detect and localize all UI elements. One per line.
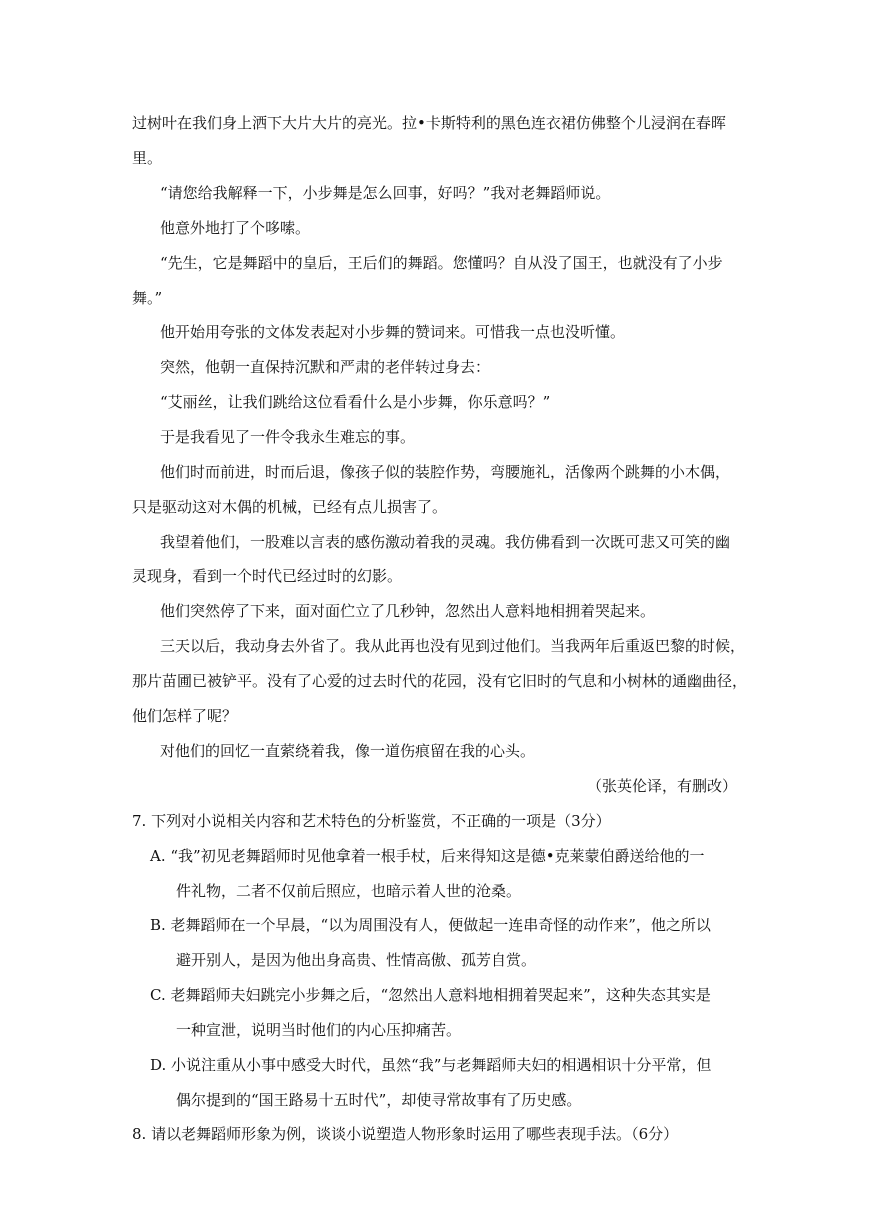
question-7-option-b: B. 老舞蹈师在一个早晨，“以为周围没有人，便做起一连串奇怪的动作来”，他之所以 — [150, 916, 711, 934]
question-7-option-c-cont: 一种宣泄，说明当时他们的内心压抑痛苦。 — [176, 1021, 462, 1039]
question-7-stem: 7. 下列对小说相关内容和艺术特色的分析鉴赏，不正确的一项是（3分） — [132, 812, 611, 830]
question-7-option-b-cont: 避开别人，是因为他出身高贵、性情高傲、孤芳自赏。 — [176, 951, 537, 969]
passage-line: “请您给我解释一下，小步舞是怎么回事，好吗？”我对老舞蹈师说。 — [160, 184, 611, 202]
question-7-option-d-cont: 偶尔提到的“国王路易十五时代”，却使寻常故事有了历史感。 — [176, 1091, 582, 1109]
passage-line: 于是我看见了一件令我永生难忘的事。 — [160, 428, 416, 446]
passage-line: 我望着他们，一股难以言表的感伤激动着我的灵魂。我仿佛看到一次既可悲又可笑的幽 — [160, 533, 731, 551]
passage-line: “艾丽丝，让我们跳给这位看看什么是小步舞，你乐意吗？” — [160, 393, 551, 411]
passage-line: 里。 — [132, 149, 163, 167]
passage-line: 他们怎样了呢？ — [132, 707, 238, 725]
passage-line: 他意外地打了个哆嗦。 — [160, 219, 311, 237]
passage-line: 灵现身，看到一个时代已经过时的幻影。 — [132, 567, 403, 585]
question-7-option-a-cont: 件礼物，二者不仅前后照应，也暗示着人世的沧桑。 — [176, 882, 522, 900]
question-8-stem: 8. 请以老舞蹈师形象为例，谈谈小说塑造人物形象时运用了哪些表现手法。（6分） — [132, 1125, 679, 1143]
passage-line: 舞。” — [132, 289, 163, 307]
question-7-option-a: A. “我”初见老舞蹈师时见他拿着一根手杖，后来得知这是德•克莱蒙伯爵送给他的一 — [150, 847, 705, 865]
passage-line: 对他们的回忆一直萦绕着我，像一道伤痕留在我的心头。 — [160, 742, 536, 760]
passage-line: 三天以后，我动身去外省了。我从此再也没有见到过他们。当我两年后重返巴黎的时候， — [160, 637, 746, 655]
passage-line: “先生，它是舞蹈中的皇后，王后们的舞蹈。您懂吗？自从没了国王，也就没有了小步 — [160, 254, 723, 272]
passage-line: 他开始用夸张的文体发表起对小步舞的赞词来。可惜我一点也没听懂。 — [160, 323, 626, 341]
question-7-option-d: D. 小说注重从小事中感受大时代，虽然“我”与老舞蹈师夫妇的相遇相识十分平常，但 — [150, 1056, 712, 1074]
passage-line: 他们时而前进，时而后退，像孩子似的装腔作势，弯腰施礼，活像两个跳舞的小木偶， — [160, 463, 731, 481]
question-7-option-c: C. 老舞蹈师夫妇跳完小步舞之后，“忽然出人意料地相拥着哭起来”，这种失态其实是 — [150, 986, 711, 1004]
passage-line: 过树叶在我们身上洒下大片大片的亮光。拉•卡斯特利的黑色连衣裙仿佛整个儿浸润在春晖 — [132, 114, 726, 132]
passage-line: 只是驱动这对木偶的机械，已经有点儿损害了。 — [132, 498, 448, 516]
passage-credit: （张英伦译，有删改） — [586, 777, 737, 795]
passage-line: 突然，他朝一直保持沉默和严肃的老伴转过身去： — [160, 358, 491, 376]
passage-line: 那片苗圃已被铲平。没有了心爱的过去时代的花园，没有它旧时的气息和小树林的通幽曲径， — [132, 672, 748, 690]
passage-line: 他们突然停了下来，面对面伫立了几秒钟，忽然出人意料地相拥着哭起来。 — [160, 602, 656, 620]
